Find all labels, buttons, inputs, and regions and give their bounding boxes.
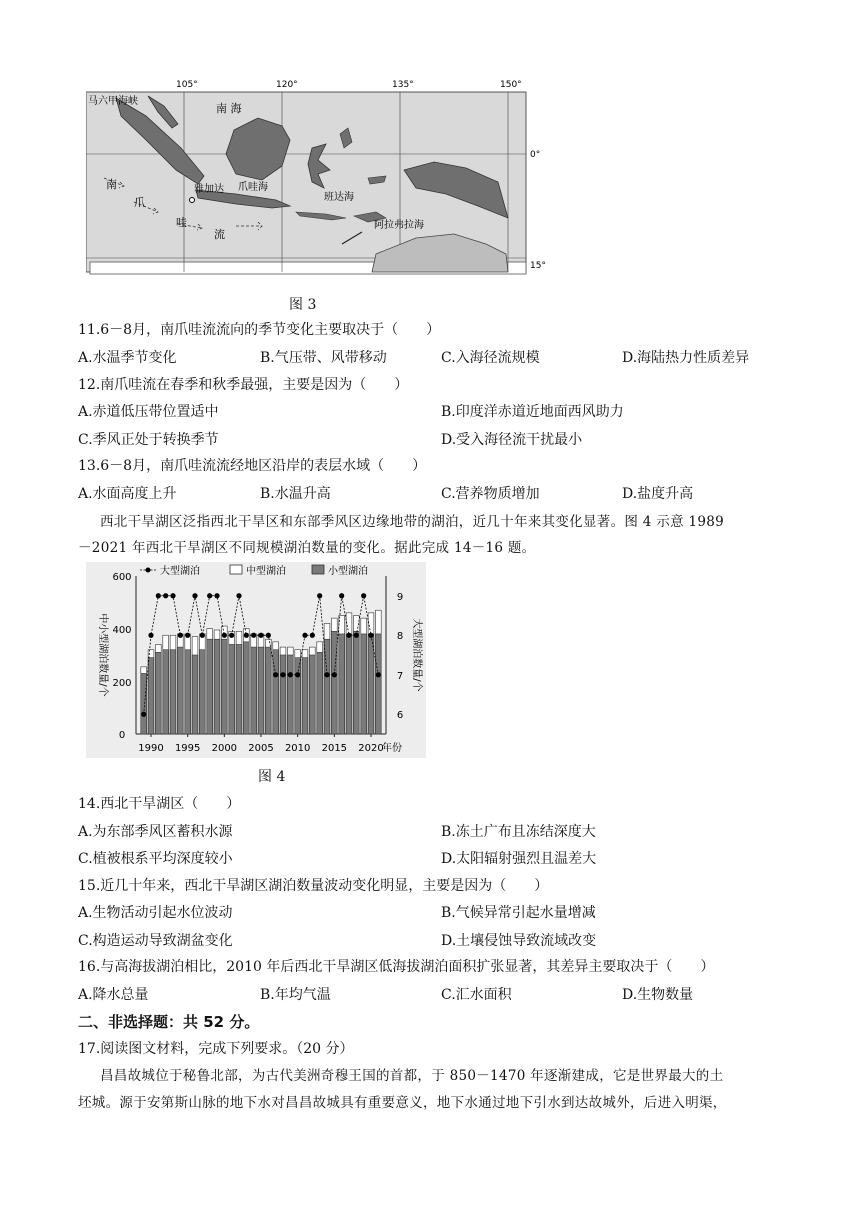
large-lake-point: [317, 593, 322, 598]
map-label-current-4: 流: [214, 228, 225, 241]
small-lake-bar: [361, 634, 367, 734]
small-lake-bar: [185, 650, 191, 734]
map-label-banda-sea: 班达海: [324, 192, 354, 203]
question-13-option-d: D.盐度升高: [622, 486, 694, 502]
large-lake-point: [222, 633, 227, 638]
large-lake-point: [361, 593, 366, 598]
small-lake-bar: [280, 655, 286, 734]
small-lake-bar: [368, 634, 374, 734]
small-lake-bar: [214, 639, 220, 734]
lat-label-15: 15°: [530, 261, 546, 271]
small-lake-bar: [353, 631, 359, 734]
small-lake-bar: [192, 655, 198, 734]
small-lake-bar: [141, 673, 147, 734]
small-lake-bar: [265, 647, 271, 734]
y-left-label: 中小型湖泊数量/个: [97, 613, 108, 697]
small-lake-bar: [177, 647, 183, 734]
question-12-option-c: C.季风正处于转换季节: [78, 432, 219, 448]
small-lake-bar: [155, 652, 161, 734]
lon-label-120: 120°: [276, 80, 298, 90]
material-paragraph-line-2: 坯城。源于安第斯山脉的地下水对昌昌故城具有重要意义，地下水通过地下引水到达故城外，后进入明渠，: [78, 1095, 727, 1111]
map-label-malacca: 马六甲海峡: [88, 96, 138, 107]
large-lake-point: [288, 672, 293, 677]
question-14-option-c: C.植被根系平均深度较小: [78, 851, 233, 867]
large-lake-point: [273, 672, 278, 677]
x-tick-label: 2000: [211, 743, 238, 754]
material-paragraph-line-1: 昌昌故城位于秘鲁北部，为古代美洲奇穆王国的首都，于 850－1470 年逐渐建成，它是世界最大的土: [100, 1068, 724, 1084]
map-label-arafura-sea: 阿拉弗拉海: [374, 220, 424, 231]
y-left-tick-600: 600: [112, 572, 132, 583]
small-lake-bar: [324, 639, 330, 734]
y-left-tick-200: 200: [112, 678, 132, 689]
legend-medium-label: 中型湖泊: [246, 566, 286, 577]
question-14-option-a: A.为东部季风区蓄积水源: [78, 824, 233, 840]
question-12-option-b: B.印度洋赤道近地面西风助力: [441, 404, 624, 420]
small-lake-bar: [207, 639, 213, 734]
x-tick-label: 1990: [138, 743, 164, 754]
question-15-option-d: D.土壤侵蚀导致流域改变: [441, 933, 597, 949]
question-15-option-c: C.构造运动导致湖盆变化: [78, 933, 233, 949]
question-12-stem: 12.南爪哇流在春季和秋季最强，主要是因为（ ）: [78, 377, 409, 393]
small-lake-bar: [295, 658, 301, 734]
y-right-tick-9: 9: [396, 592, 404, 603]
small-lake-bar: [375, 634, 381, 734]
large-lake-point: [156, 593, 161, 598]
large-lake-point: [376, 672, 381, 677]
large-lake-point: [302, 633, 307, 638]
figure-3-caption: 图 3: [289, 297, 317, 313]
map-label-jakarta: 雅加达: [194, 184, 224, 195]
question-16-option-d: D.生物数量: [622, 987, 694, 1003]
map-svg: [86, 78, 556, 278]
small-lake-bar: [309, 655, 315, 734]
question-16-option-c: C.汇水面积: [441, 987, 512, 1003]
small-lake-bar: [346, 634, 352, 734]
x-tick-label: 2015: [321, 743, 348, 754]
small-lake-bar: [221, 639, 227, 734]
question-13-option-c: C.营养物质增加: [441, 486, 540, 502]
legend-medium-swatch: [230, 565, 242, 574]
question-14-option-d: D.太阳辐射强烈且温差大: [441, 851, 597, 867]
small-lake-bar: [251, 647, 257, 734]
question-11-option-d: D.海陆热力性质差异: [622, 350, 750, 366]
question-12-option-a: A.赤道低压带位置适中: [78, 404, 219, 420]
large-lake-point: [310, 633, 315, 638]
large-lake-point: [266, 633, 271, 638]
small-lake-bar: [199, 650, 205, 734]
large-lake-point: [214, 593, 219, 598]
large-lake-point: [148, 633, 153, 638]
small-lake-bar: [258, 647, 264, 734]
question-11-option-a: A.水温季节变化: [78, 350, 177, 366]
small-lake-bar: [317, 652, 323, 734]
small-lake-bar: [331, 631, 337, 734]
map-label-south-china-sea: 南 海: [216, 102, 242, 115]
small-lake-bar: [287, 655, 293, 734]
large-lake-point: [339, 593, 344, 598]
small-lake-bar: [243, 642, 249, 734]
question-15-option-a: A.生物活动引起水位波动: [78, 905, 233, 921]
question-12-option-d: D.受入海径流干扰最小: [441, 432, 583, 448]
question-16-stem: 16.与高海拔湖泊相比，2010 年后西北干旱湖区低海拔湖泊面积扩张显著，其差异主要取决于（ ）: [78, 959, 715, 975]
large-lake-point: [229, 633, 234, 638]
question-17-stem: 17.阅读图文材料，完成下列要求。（20 分）: [78, 1041, 354, 1057]
question-16-option-b: B.年均气温: [260, 987, 331, 1003]
question-11-option-b: B.气压带、风带移动: [260, 350, 387, 366]
large-lake-point: [244, 633, 249, 638]
large-lake-point: [251, 633, 256, 638]
question-13-stem: 13.6－8月，南爪哇流流经地区沿岸的表层水域（ ）: [78, 458, 427, 474]
large-lake-point: [295, 672, 300, 677]
lon-label-135: 135°: [392, 80, 414, 90]
lon-label-150: 150°: [500, 80, 522, 90]
large-lake-point: [236, 593, 241, 598]
large-lake-point: [170, 593, 175, 598]
large-lake-point: [163, 593, 168, 598]
map-label-java-sea: 爪哇海: [238, 182, 268, 193]
jakarta-marker: [190, 198, 195, 203]
x-tick-label: 1995: [174, 743, 201, 754]
question-15-option-b: B.气候异常引起水量增减: [441, 905, 596, 921]
large-lake-point: [258, 633, 263, 638]
question-14-stem: 14.西北干旱湖区（ ）: [78, 796, 241, 812]
intro-line-1: 西北干旱湖区泛指西北干旱区和东部季风区边缘地带的湖泊，近几十年来其变化显著。图 4 示意 1989: [100, 514, 725, 530]
small-lake-bar: [236, 644, 242, 734]
large-lake-point: [192, 593, 197, 598]
intro-line-2: －2021 年西北干旱湖区不同规模湖泊数量的变化。据此完成 14－16 题。: [78, 540, 536, 556]
lon-label-105: 105°: [176, 80, 198, 90]
small-lake-bar: [148, 658, 154, 734]
large-lake-point: [207, 593, 212, 598]
lake-chart-svg: [86, 562, 426, 758]
y-right-label: 大型湖泊数量/个: [411, 618, 422, 692]
small-lake-bar: [339, 634, 345, 734]
y-right-tick-6: 6: [396, 710, 404, 721]
section-2-heading: 二、非选择题：共 52 分。: [78, 1013, 260, 1031]
y-left-tick-0: 0: [118, 730, 126, 741]
large-lake-point: [280, 672, 285, 677]
map-label-current-3: 哇: [176, 216, 187, 229]
question-14-option-b: B.冻土广布且冻结深度大: [441, 824, 596, 840]
lat-label-0: 0°: [530, 150, 541, 160]
large-lake-point: [178, 633, 183, 638]
large-lake-point: [346, 633, 351, 638]
small-lake-bar: [170, 650, 176, 734]
x-tick-label: 2010: [284, 743, 311, 754]
question-16-option-a: A.降水总量: [78, 987, 149, 1003]
small-lake-bar: [302, 658, 308, 734]
legend-small-swatch: [312, 565, 324, 574]
chart-legend: [140, 564, 368, 577]
large-lake-point: [368, 633, 373, 638]
question-11-stem: 11.6－8月，南爪哇流流向的季节变化主要取决于（ ）: [78, 322, 441, 338]
figure-3-map: [86, 78, 556, 278]
x-axis-label: 年份: [382, 743, 402, 754]
y-left-tick-400: 400: [112, 625, 132, 636]
large-lake-point: [141, 712, 146, 717]
map-label-current-1: 南: [106, 178, 117, 191]
question-13-option-a: A.水面高度上升: [78, 486, 177, 502]
figure-4-chart: [86, 562, 426, 758]
large-lake-point: [332, 672, 337, 677]
large-lake-point: [200, 633, 205, 638]
large-lake-point: [354, 633, 359, 638]
question-13-option-b: B.水温升高: [260, 486, 331, 502]
question-15-stem: 15.近几十年来，西北干旱湖区湖泊数量波动变化明显，主要是因为（ ）: [78, 878, 549, 894]
x-tick-label: 2020: [358, 743, 384, 754]
legend-small-label: 小型湖泊: [328, 566, 368, 577]
figure-4-caption: 图 4: [258, 769, 286, 785]
large-lake-point: [324, 672, 329, 677]
small-lake-bar: [163, 650, 169, 734]
legend-large-label: 大型湖泊: [160, 566, 200, 577]
y-right-tick-8: 8: [396, 631, 404, 642]
small-lake-bar: [229, 644, 235, 734]
x-tick-label: 2005: [248, 743, 274, 754]
map-label-current-2: 爪: [134, 196, 145, 209]
y-right-tick-7: 7: [396, 671, 404, 682]
question-11-option-c: C.入海径流规模: [441, 350, 540, 366]
large-lake-point: [185, 633, 190, 638]
